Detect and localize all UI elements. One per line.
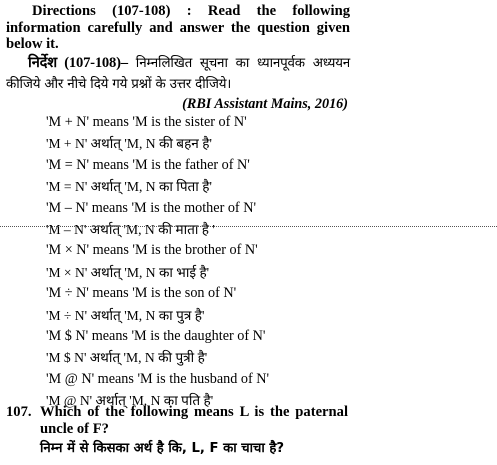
question-english-row	[6, 404, 348, 438]
relation-line: 'M = N' means 'M is the father of N'	[46, 156, 250, 173]
directions-english	[6, 3, 350, 53]
relation-definitions	[46, 112, 466, 411]
question-107	[6, 404, 348, 459]
directions-hindi	[6, 53, 350, 95]
question-english: Which of the following means L is the paternal uncle of F?	[40, 404, 348, 437]
relation-line: 'M + N' अर्थात् 'M, N की बहन है'	[46, 136, 212, 152]
relation-line: 'M $ N' अर्थात् 'M, N की पुत्री है'	[46, 350, 208, 366]
relation-line: 'M ÷ N' अर्थात् 'M, N का पुत्र है'	[46, 307, 205, 323]
question-number: 107.	[6, 404, 32, 420]
relation-line: 'M = N' अर्थात् 'M, N का पिता है'	[46, 179, 212, 195]
relation-line: 'M $ N' means 'M is the daughter of N'	[46, 327, 266, 344]
page-separator	[0, 226, 497, 227]
relation-line: 'M ÷ N' means 'M is the son of N'	[46, 285, 237, 302]
exam-source: (RBI Assistant Mains, 2016)	[182, 96, 348, 112]
relation-line: 'M × N' means 'M is the brother of N'	[46, 242, 258, 259]
relation-line: 'M @ N' means 'M is the husband of N'	[46, 370, 270, 387]
relation-line: 'M @ N' अर्थात् 'M, N का पति है'	[46, 393, 214, 409]
directions-hindi-lead: निर्देश (107-108)–	[28, 55, 128, 71]
relation-line: 'M × N' अर्थात् 'M, N का भाई है'	[46, 264, 210, 280]
relation-line: 'M – N' अर्थात् 'M, N की माता है '	[46, 221, 215, 237]
directions-english-text: Directions (107-108) : Read the following information carefully and answer the question given below it.	[6, 3, 350, 52]
relation-line: 'M + N' means 'M is the sister of N'	[46, 114, 247, 130]
relation-line: 'M – N' means 'M is the mother of N'	[46, 199, 257, 216]
directions-hindi-text: निम्नलिखित सूचना का ध्यानपूर्वक अध्ययन कीजिये और नीचे दिये गये प्रश्नों के उत्तर दीजिये।	[6, 56, 350, 92]
question-hindi: निम्न में से किसका अर्थ है कि, L, F का चाचा है?	[40, 441, 285, 456]
